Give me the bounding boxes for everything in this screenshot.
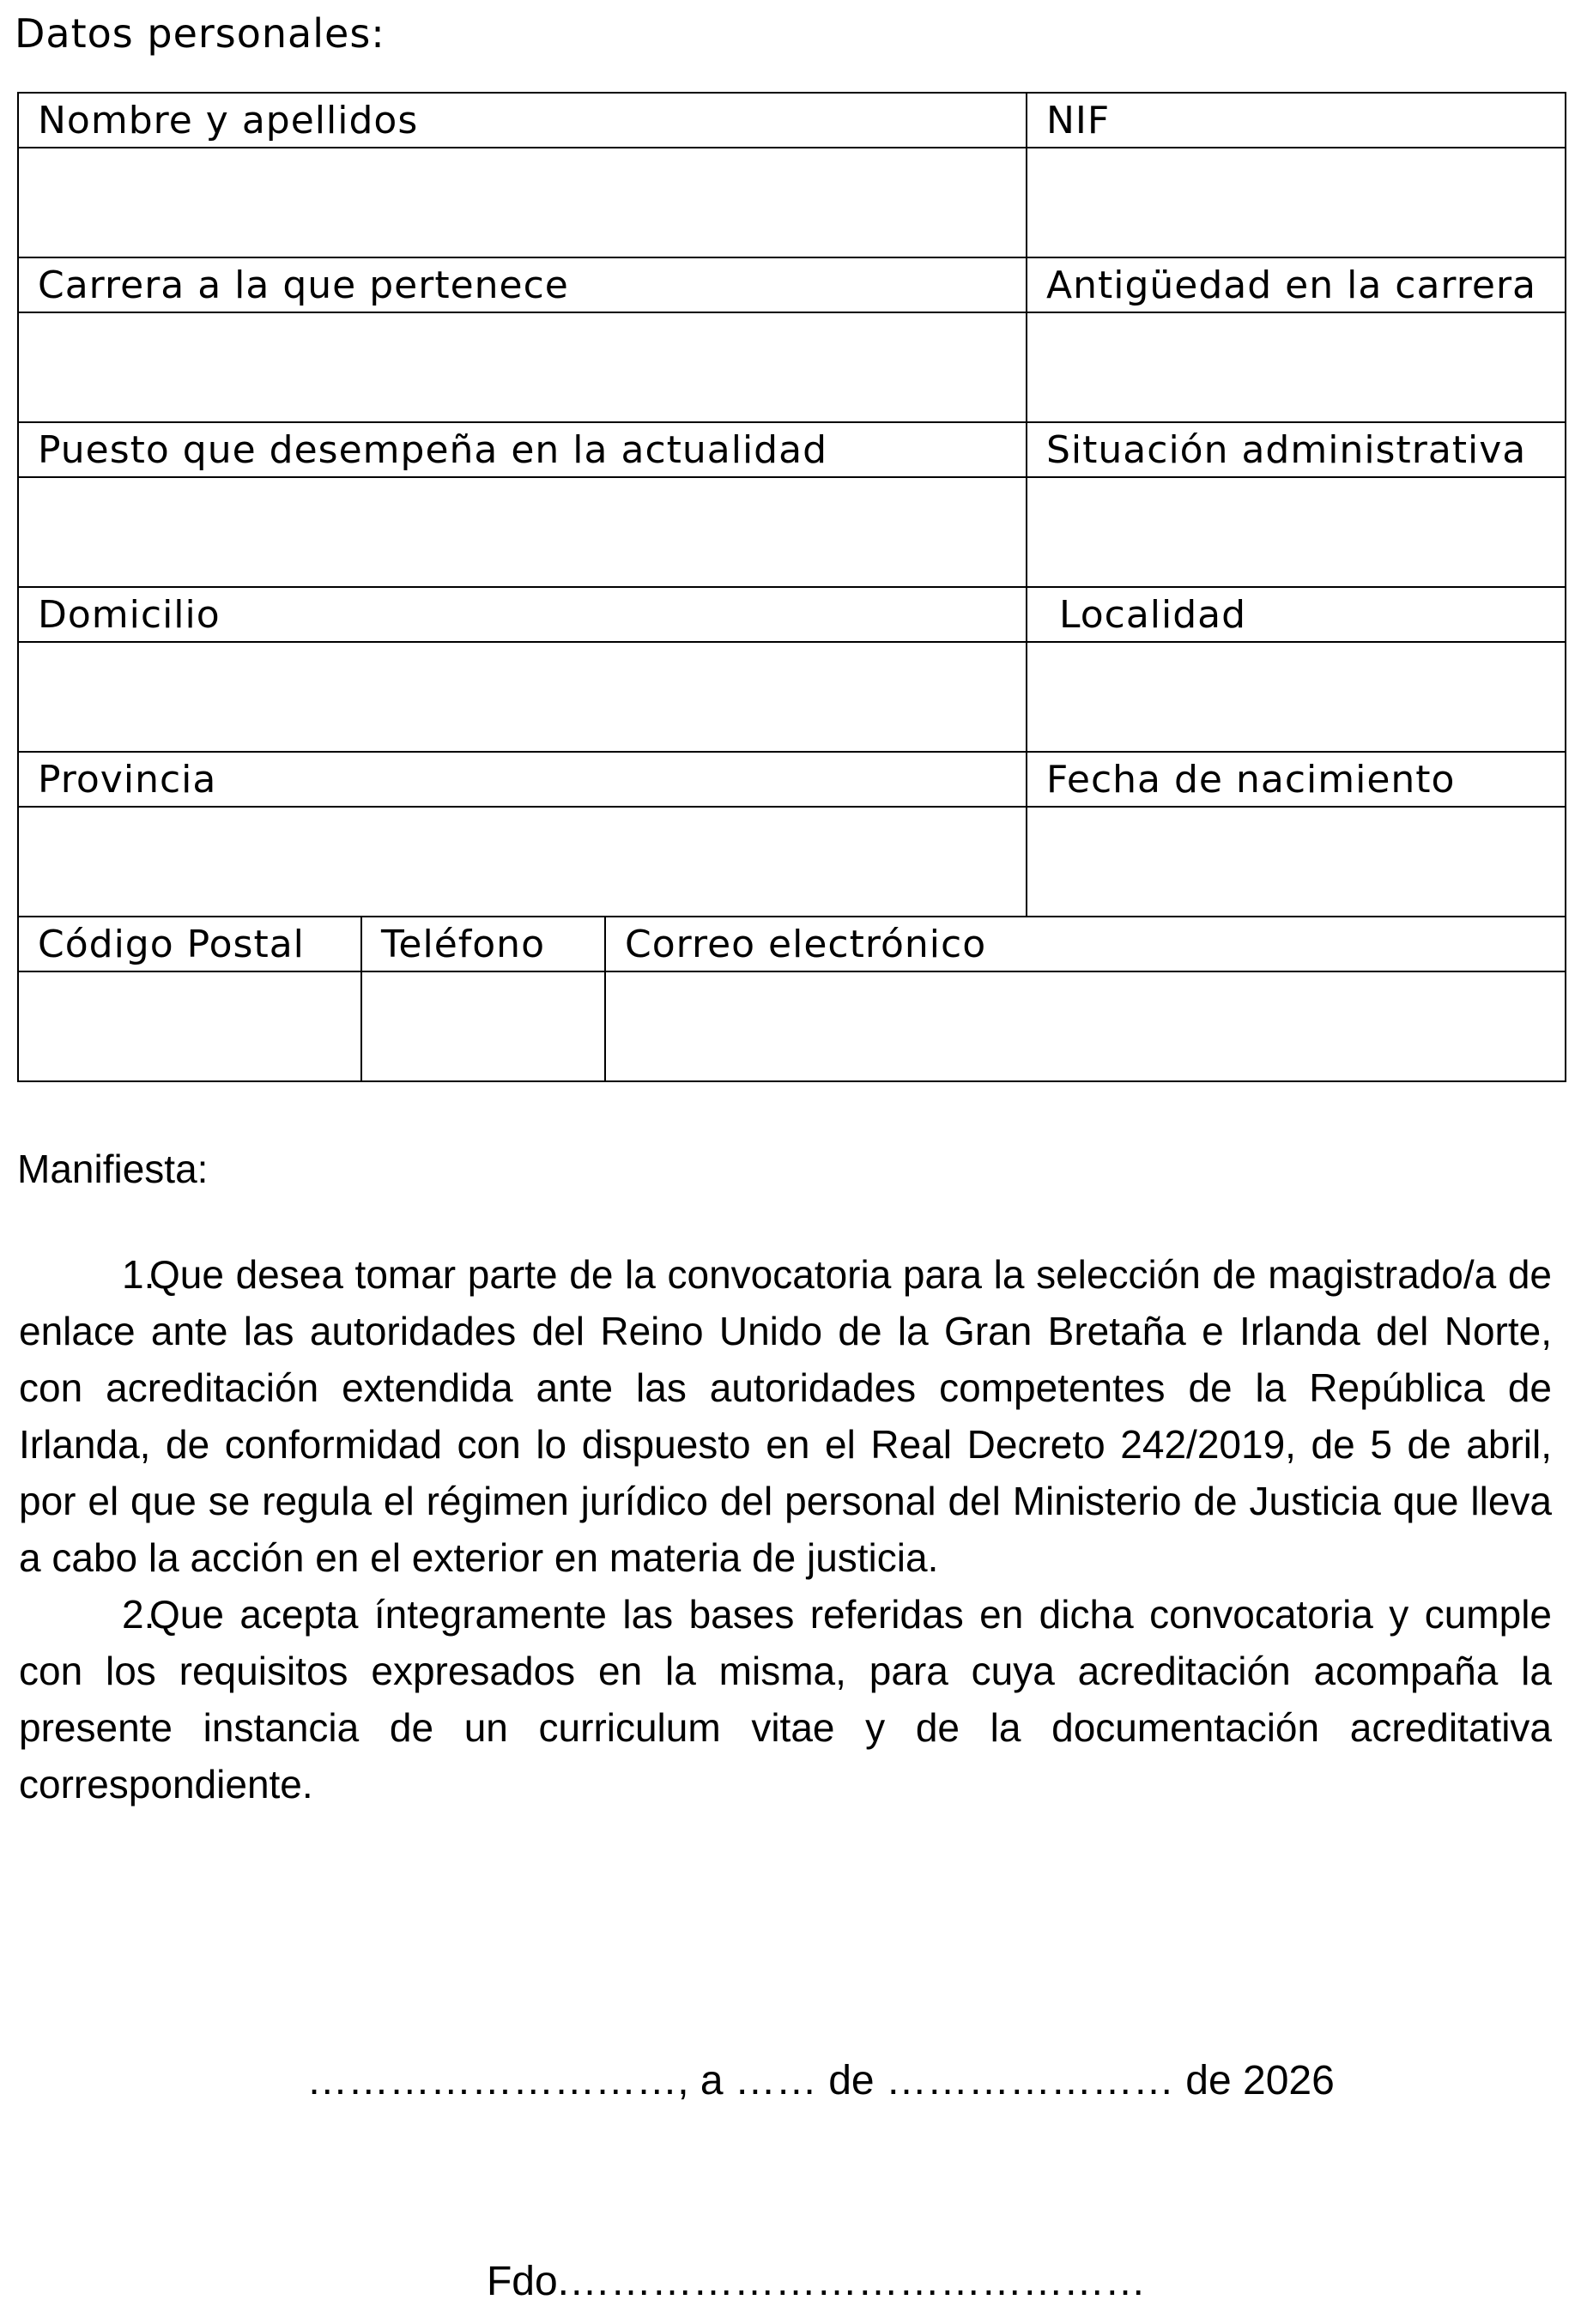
manifiesta-body [19,1246,1552,1813]
label-carrera: Carrera a la que pertenece [18,257,1027,312]
manifiesta-item-2 [19,1586,1552,1813]
form-input-row-domicilio [18,642,1566,752]
form-input-row-carrera [18,312,1566,422]
form-input-row-contacto [18,971,1566,1081]
field-carrera[interactable] [18,312,1027,422]
label-domicilio: Domicilio [18,587,1027,642]
field-telefono[interactable] [361,971,605,1081]
personal-data-form-table [17,92,1566,1082]
form-row-provincia [18,752,1566,807]
form-row-puesto [18,422,1566,477]
field-localidad[interactable] [1027,642,1566,752]
signature-line [0,2257,1581,2307]
field-antiguedad[interactable] [1027,312,1566,422]
form-input-row-provincia [18,807,1566,917]
label-antiguedad: Antigüedad en la carrera [1027,257,1566,312]
item-number: 1. [122,1252,155,1297]
form-row-contacto [18,917,1566,971]
field-puesto[interactable] [18,477,1027,587]
label-nif: NIF [1027,93,1566,148]
field-nombre-y-apellidos[interactable] [18,148,1027,257]
label-nombre-y-apellidos: Nombre y apellidos [18,93,1027,148]
label-puesto: Puesto que desempeña en la actualidad [18,422,1027,477]
item-number: 2. [122,1592,155,1637]
label-situacion-administrativa: Situación administrativa [1027,422,1566,477]
field-codigo-postal[interactable] [18,971,361,1081]
label-provincia: Provincia [18,752,1027,807]
field-domicilio[interactable] [18,642,1027,752]
item-text: Que desea tomar parte de la convocatoria para la selección de magistrado/a de enlace ante las autoridades del Reino Unido de la Gran Bretaña e Irlanda del Norte, con acreditación extendida ante las autoridades competentes de la República de Irlanda, de conformidad con lo dispuesto en el Real Decreto 242/2019, de 5 de abril, por el que se regula el régimen jurídico del personal del Ministerio de Justicia que lleva a cabo la acción en el exterior en materia de justicia. [19,1252,1552,1580]
form-row-carrera [18,257,1566,312]
field-correo-electronico[interactable] [605,971,1566,1081]
item-text: Que acepta íntegramente las bases referidas en dicha convocatoria y cumple con los requisitos expresados en la misma, para cuya acreditación acompaña la presente instancia de un curriculum vitae y de la documentación acreditativa correspondiente. [19,1592,1552,1807]
field-provincia[interactable] [18,807,1027,917]
label-telefono: Teléfono [361,917,605,971]
label-fecha-nacimiento: Fecha de nacimiento [1027,752,1566,807]
date-line-text: ………………………, a …… de ………………… de 2026 [306,2058,1335,2103]
manifiesta-heading: Manifiesta: [17,1147,209,1191]
label-correo-electronico: Correo electrónico [605,917,1566,971]
field-situacion-administrativa[interactable] [1027,477,1566,587]
field-nif[interactable] [1027,148,1566,257]
field-fecha-nacimiento[interactable] [1027,807,1566,917]
signature-line-text: Fdo.…………………………………… [486,2259,1147,2304]
label-codigo-postal: Código Postal [18,917,361,971]
form-input-row-puesto [18,477,1566,587]
form-row-nombre [18,93,1566,148]
form-row-domicilio [18,587,1566,642]
section-title-datos-personales: Datos personales: [15,10,385,57]
form-input-row-nombre [18,148,1566,257]
label-localidad: Localidad [1027,587,1566,642]
date-line [0,2056,1581,2106]
manifiesta-item-1 [19,1246,1552,1586]
